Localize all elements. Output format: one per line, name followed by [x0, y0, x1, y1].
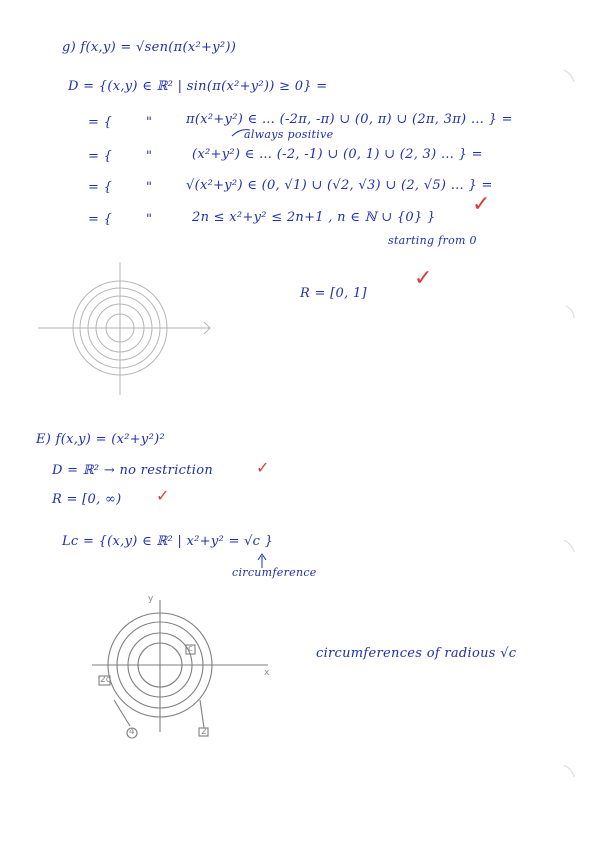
brace-line3: = {: [88, 180, 113, 195]
ditto-line1: ": [146, 115, 153, 130]
curve-label-2: 2: [201, 727, 207, 737]
axis-label-y: y: [148, 594, 154, 604]
ditto-line2: ": [146, 149, 153, 164]
brace-line2: = {: [88, 149, 113, 164]
curve-label-4: 4: [129, 727, 135, 737]
function-g: g) f(x,y) = √sen(π(x²+y²)): [62, 40, 237, 55]
check-mark-range-g: ✓: [414, 266, 433, 291]
brace-line1: = {: [88, 115, 113, 130]
scan-artifacts: [564, 70, 574, 777]
axis-label-x: x: [264, 668, 270, 678]
curve-label-2c: 2c: [100, 675, 111, 685]
ditto-line4: ": [146, 212, 153, 227]
expr-line4: 2n ≤ x²+y² ≤ 2n+1 , n ∈ ℕ ∪ {0} }: [192, 210, 436, 225]
note-circumference: circumference: [232, 566, 317, 579]
range-g: R = [0, 1]: [300, 286, 367, 301]
domain-definition-g: D = {(x,y) ∈ ℝ² | sin(π(x²+y²)) ≥ 0} =: [68, 79, 328, 94]
ditto-line3: ": [146, 180, 153, 195]
check-mark-range-e: ✓: [156, 486, 170, 505]
level-curve-definition: Lc = {(x,y) ∈ ℝ² | x²+y² = √c }: [62, 534, 274, 549]
range-e: R = [0, ∞): [52, 492, 122, 507]
note-radius: circumferences of radious √c: [316, 646, 517, 661]
domain-rings-sketch: [38, 262, 210, 395]
note-always-positive: always positive: [244, 128, 334, 141]
expr-line3: √(x²+y²) ∈ (0, √1) ∪ (√2, √3) ∪ (2, √5) … } =: [186, 178, 493, 193]
function-e: E) f(x,y) = (x²+y²)²: [36, 432, 165, 447]
expr-line2: (x²+y²) ∈ … (-2, -1) ∪ (0, 1) ∪ (2, 3) … } =: [192, 147, 483, 162]
expr-line1: π(x²+y²) ∈ … (-2π, -π) ∪ (0, π) ∪ (2π, 3π) … } =: [186, 112, 513, 127]
domain-e: D = ℝ² → no restriction: [52, 463, 214, 478]
pen-arrows: [232, 130, 266, 568]
note-starting-from-0: starting from 0: [388, 234, 477, 247]
level-curves-sketch: [92, 600, 268, 738]
check-mark-domain-e: ✓: [256, 458, 270, 477]
curve-label-c: c: [188, 644, 193, 654]
check-mark-domain-g: ✓: [472, 192, 491, 217]
brace-line4: = {: [88, 212, 113, 227]
